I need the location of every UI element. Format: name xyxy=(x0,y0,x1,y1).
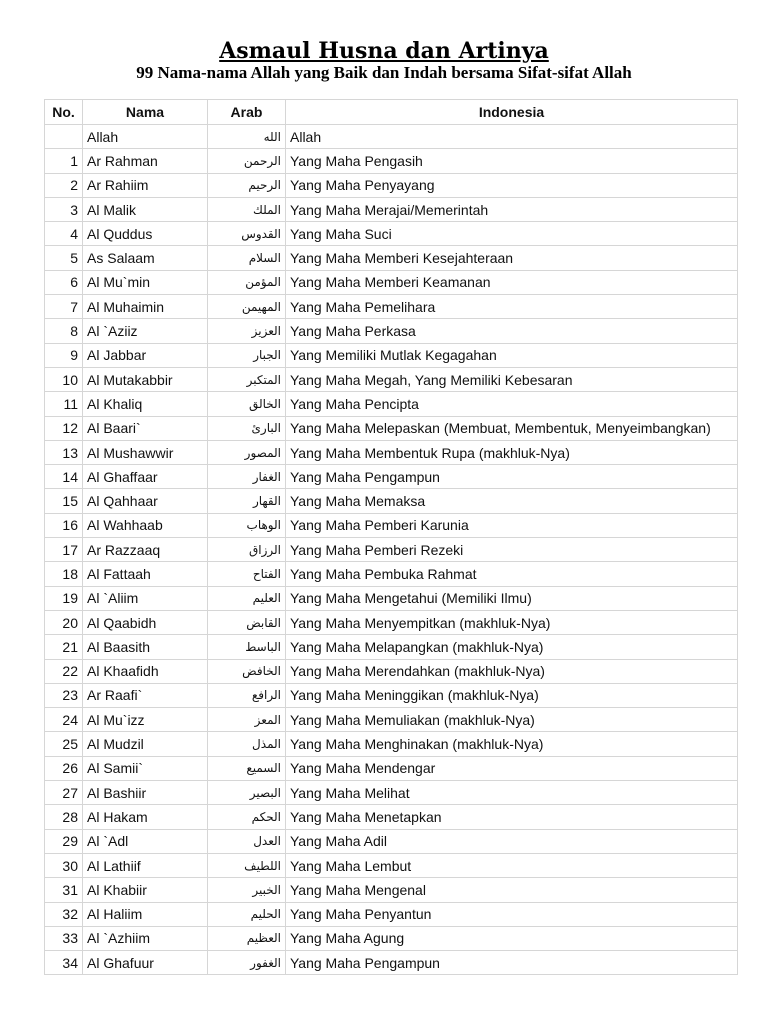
cell-arab: البارئ xyxy=(208,416,286,440)
cell-no: 13 xyxy=(45,440,83,464)
cell-arab: المصور xyxy=(208,440,286,464)
cell-nama: Ar Rahiim xyxy=(83,173,208,197)
cell-nama: Al Khaliq xyxy=(83,392,208,416)
cell-indonesia: Yang Maha Pencipta xyxy=(286,392,738,416)
cell-no: 15 xyxy=(45,489,83,513)
cell-indonesia: Yang Maha Pemelihara xyxy=(286,295,738,319)
table-row xyxy=(45,756,738,780)
cell-no: 26 xyxy=(45,756,83,780)
cell-arab: الباسط xyxy=(208,635,286,659)
cell-indonesia: Yang Maha Memaksa xyxy=(286,489,738,513)
cell-indonesia: Yang Maha Melihat xyxy=(286,781,738,805)
cell-nama: Al Qaabidh xyxy=(83,610,208,634)
cell-arab: الغفور xyxy=(208,951,286,975)
table-row xyxy=(45,222,738,246)
cell-indonesia: Yang Maha Menyempitkan (makhluk-Nya) xyxy=(286,610,738,634)
cell-indonesia: Yang Maha Mengetahui (Memiliki Ilmu) xyxy=(286,586,738,610)
cell-indonesia: Yang Maha Penyantun xyxy=(286,902,738,926)
cell-indonesia: Yang Maha Mendengar xyxy=(286,756,738,780)
cell-arab: الخافض xyxy=(208,659,286,683)
table-row xyxy=(45,853,738,877)
cell-indonesia: Yang Memiliki Mutlak Kegagahan xyxy=(286,343,738,367)
header-no: No. xyxy=(45,100,83,125)
cell-indonesia: Yang Maha Pengampun xyxy=(286,465,738,489)
cell-arab: الرحمن xyxy=(208,149,286,173)
cell-arab: العزيز xyxy=(208,319,286,343)
cell-no: 32 xyxy=(45,902,83,926)
cell-arab: الفتاح xyxy=(208,562,286,586)
cell-arab: المهيمن xyxy=(208,295,286,319)
cell-indonesia: Yang Maha Menghinakan (makhluk-Nya) xyxy=(286,732,738,756)
cell-no: 20 xyxy=(45,610,83,634)
cell-indonesia: Yang Maha Melepaskan (Membuat, Membentuk, Menyeimbangkan) xyxy=(286,416,738,440)
table-body xyxy=(45,125,738,975)
cell-no: 6 xyxy=(45,270,83,294)
cell-arab: العظيم xyxy=(208,926,286,950)
cell-no: 17 xyxy=(45,538,83,562)
cell-indonesia: Yang Maha Lembut xyxy=(286,853,738,877)
table-row xyxy=(45,781,738,805)
cell-indonesia: Yang Maha Pengampun xyxy=(286,951,738,975)
cell-nama: Al Baasith xyxy=(83,635,208,659)
cell-arab: الرزاق xyxy=(208,538,286,562)
cell-nama: As Salaam xyxy=(83,246,208,270)
cell-arab: الملك xyxy=(208,197,286,221)
cell-indonesia: Yang Maha Memberi Keamanan xyxy=(286,270,738,294)
table-row xyxy=(45,440,738,464)
cell-indonesia: Yang Maha Pemberi Karunia xyxy=(286,513,738,537)
cell-no: 1 xyxy=(45,149,83,173)
table-row xyxy=(45,173,738,197)
cell-nama: Al Haliim xyxy=(83,902,208,926)
cell-nama: Al Baari` xyxy=(83,416,208,440)
table-row xyxy=(45,197,738,221)
cell-arab: الجبار xyxy=(208,343,286,367)
cell-no: 11 xyxy=(45,392,83,416)
asmaul-husna-table xyxy=(44,99,738,975)
cell-arab: العدل xyxy=(208,829,286,853)
table-header-row xyxy=(45,100,738,125)
cell-arab: السلام xyxy=(208,246,286,270)
table-row xyxy=(45,538,738,562)
cell-indonesia: Yang Maha Merendahkan (makhluk-Nya) xyxy=(286,659,738,683)
cell-arab: الحليم xyxy=(208,902,286,926)
cell-no: 30 xyxy=(45,853,83,877)
table-row xyxy=(45,951,738,975)
cell-indonesia: Yang Maha Merajai/Memerintah xyxy=(286,197,738,221)
cell-no: 7 xyxy=(45,295,83,319)
table-row xyxy=(45,902,738,926)
cell-arab: الوهاب xyxy=(208,513,286,537)
cell-arab: البصير xyxy=(208,781,286,805)
cell-nama: Al Bashiir xyxy=(83,781,208,805)
cell-nama: Al `Aziiz xyxy=(83,319,208,343)
cell-no: 33 xyxy=(45,926,83,950)
table-row xyxy=(45,562,738,586)
cell-nama: Al Qahhaar xyxy=(83,489,208,513)
cell-no: 18 xyxy=(45,562,83,586)
cell-indonesia: Allah xyxy=(286,125,738,149)
cell-nama: Al Malik xyxy=(83,197,208,221)
cell-nama: Al Lathiif xyxy=(83,853,208,877)
cell-nama: Al Jabbar xyxy=(83,343,208,367)
table-row xyxy=(45,683,738,707)
page-subtitle: 99 Nama-nama Allah yang Baik dan Indah bersama Sifat-sifat Allah xyxy=(136,63,632,82)
cell-no: 12 xyxy=(45,416,83,440)
cell-arab: العليم xyxy=(208,586,286,610)
cell-no: 23 xyxy=(45,683,83,707)
cell-no: 25 xyxy=(45,732,83,756)
cell-nama: Ar Razzaaq xyxy=(83,538,208,562)
cell-no: 19 xyxy=(45,586,83,610)
cell-indonesia: Yang Maha Perkasa xyxy=(286,319,738,343)
table-row xyxy=(45,926,738,950)
cell-indonesia: Yang Maha Pembuka Rahmat xyxy=(286,562,738,586)
cell-nama: Al Samii` xyxy=(83,756,208,780)
table-row xyxy=(45,319,738,343)
table-row xyxy=(45,805,738,829)
cell-indonesia: Yang Maha Mengenal xyxy=(286,878,738,902)
cell-arab: المذل xyxy=(208,732,286,756)
cell-no: 14 xyxy=(45,465,83,489)
cell-indonesia: Yang Maha Megah, Yang Memiliki Kebesaran xyxy=(286,367,738,391)
cell-no: 28 xyxy=(45,805,83,829)
cell-nama: Al `Adl xyxy=(83,829,208,853)
cell-indonesia: Yang Maha Pengasih xyxy=(286,149,738,173)
header-indonesia: Indonesia xyxy=(286,100,738,125)
page-title: Asmaul Husna dan Artinya xyxy=(219,38,549,64)
cell-no: 27 xyxy=(45,781,83,805)
cell-nama: Al Hakam xyxy=(83,805,208,829)
table-row xyxy=(45,125,738,149)
cell-indonesia: Yang Maha Memberi Kesejahteraan xyxy=(286,246,738,270)
cell-arab: القدوس xyxy=(208,222,286,246)
cell-no: 34 xyxy=(45,951,83,975)
table-row xyxy=(45,635,738,659)
cell-nama: Ar Raafi` xyxy=(83,683,208,707)
cell-nama: Al Ghaffaar xyxy=(83,465,208,489)
cell-nama: Al Khaafidh xyxy=(83,659,208,683)
cell-nama: Al Mu`min xyxy=(83,270,208,294)
cell-nama: Al Wahhaab xyxy=(83,513,208,537)
cell-arab: المعز xyxy=(208,708,286,732)
table-row xyxy=(45,708,738,732)
cell-no xyxy=(45,125,83,149)
cell-indonesia: Yang Maha Membentuk Rupa (makhluk-Nya) xyxy=(286,440,738,464)
cell-no: 9 xyxy=(45,343,83,367)
table-row xyxy=(45,659,738,683)
cell-nama: Allah xyxy=(83,125,208,149)
cell-nama: Al Mu`izz xyxy=(83,708,208,732)
cell-no: 31 xyxy=(45,878,83,902)
cell-nama: Al Ghafuur xyxy=(83,951,208,975)
cell-arab: الرحيم xyxy=(208,173,286,197)
cell-arab: الرافع xyxy=(208,683,286,707)
cell-no: 29 xyxy=(45,829,83,853)
table-row xyxy=(45,270,738,294)
cell-no: 2 xyxy=(45,173,83,197)
cell-indonesia: Yang Maha Melapangkan (makhluk-Nya) xyxy=(286,635,738,659)
table-row xyxy=(45,829,738,853)
cell-arab: اللطيف xyxy=(208,853,286,877)
cell-indonesia: Yang Maha Adil xyxy=(286,829,738,853)
cell-no: 3 xyxy=(45,197,83,221)
cell-indonesia: Yang Maha Menetapkan xyxy=(286,805,738,829)
cell-arab: القابض xyxy=(208,610,286,634)
cell-nama: Al Muhaimin xyxy=(83,295,208,319)
table-row xyxy=(45,513,738,537)
table-row xyxy=(45,489,738,513)
cell-no: 21 xyxy=(45,635,83,659)
cell-nama: Al Mudzil xyxy=(83,732,208,756)
cell-nama: Al `Aliim xyxy=(83,586,208,610)
cell-arab: الخالق xyxy=(208,392,286,416)
table-row xyxy=(45,295,738,319)
cell-no: 16 xyxy=(45,513,83,537)
table-row xyxy=(45,246,738,270)
header-arab: Arab xyxy=(208,100,286,125)
cell-nama: Al Quddus xyxy=(83,222,208,246)
cell-arab: السميع xyxy=(208,756,286,780)
table-row xyxy=(45,610,738,634)
cell-nama: Al `Azhiim xyxy=(83,926,208,950)
table-row xyxy=(45,392,738,416)
cell-arab: الخبير xyxy=(208,878,286,902)
header-nama: Nama xyxy=(83,100,208,125)
cell-no: 8 xyxy=(45,319,83,343)
cell-no: 22 xyxy=(45,659,83,683)
table-row xyxy=(45,586,738,610)
cell-no: 4 xyxy=(45,222,83,246)
cell-nama: Al Mushawwir xyxy=(83,440,208,464)
cell-arab: القهار xyxy=(208,489,286,513)
cell-arab: المؤمن xyxy=(208,270,286,294)
cell-nama: Al Mutakabbir xyxy=(83,367,208,391)
table-row xyxy=(45,416,738,440)
table-row xyxy=(45,878,738,902)
table-row xyxy=(45,732,738,756)
cell-nama: Ar Rahman xyxy=(83,149,208,173)
cell-indonesia: Yang Maha Meninggikan (makhluk-Nya) xyxy=(286,683,738,707)
cell-indonesia: Yang Maha Penyayang xyxy=(286,173,738,197)
cell-arab: الله xyxy=(208,125,286,149)
cell-indonesia: Yang Maha Suci xyxy=(286,222,738,246)
cell-arab: المتكبر xyxy=(208,367,286,391)
cell-arab: الغفار xyxy=(208,465,286,489)
table-row xyxy=(45,343,738,367)
cell-no: 24 xyxy=(45,708,83,732)
table-row xyxy=(45,367,738,391)
table-row xyxy=(45,465,738,489)
cell-indonesia: Yang Maha Memuliakan (makhluk-Nya) xyxy=(286,708,738,732)
cell-no: 5 xyxy=(45,246,83,270)
cell-nama: Al Fattaah xyxy=(83,562,208,586)
cell-arab: الحكم xyxy=(208,805,286,829)
cell-indonesia: Yang Maha Agung xyxy=(286,926,738,950)
cell-nama: Al Khabiir xyxy=(83,878,208,902)
cell-no: 10 xyxy=(45,367,83,391)
table-row xyxy=(45,149,738,173)
cell-indonesia: Yang Maha Pemberi Rezeki xyxy=(286,538,738,562)
